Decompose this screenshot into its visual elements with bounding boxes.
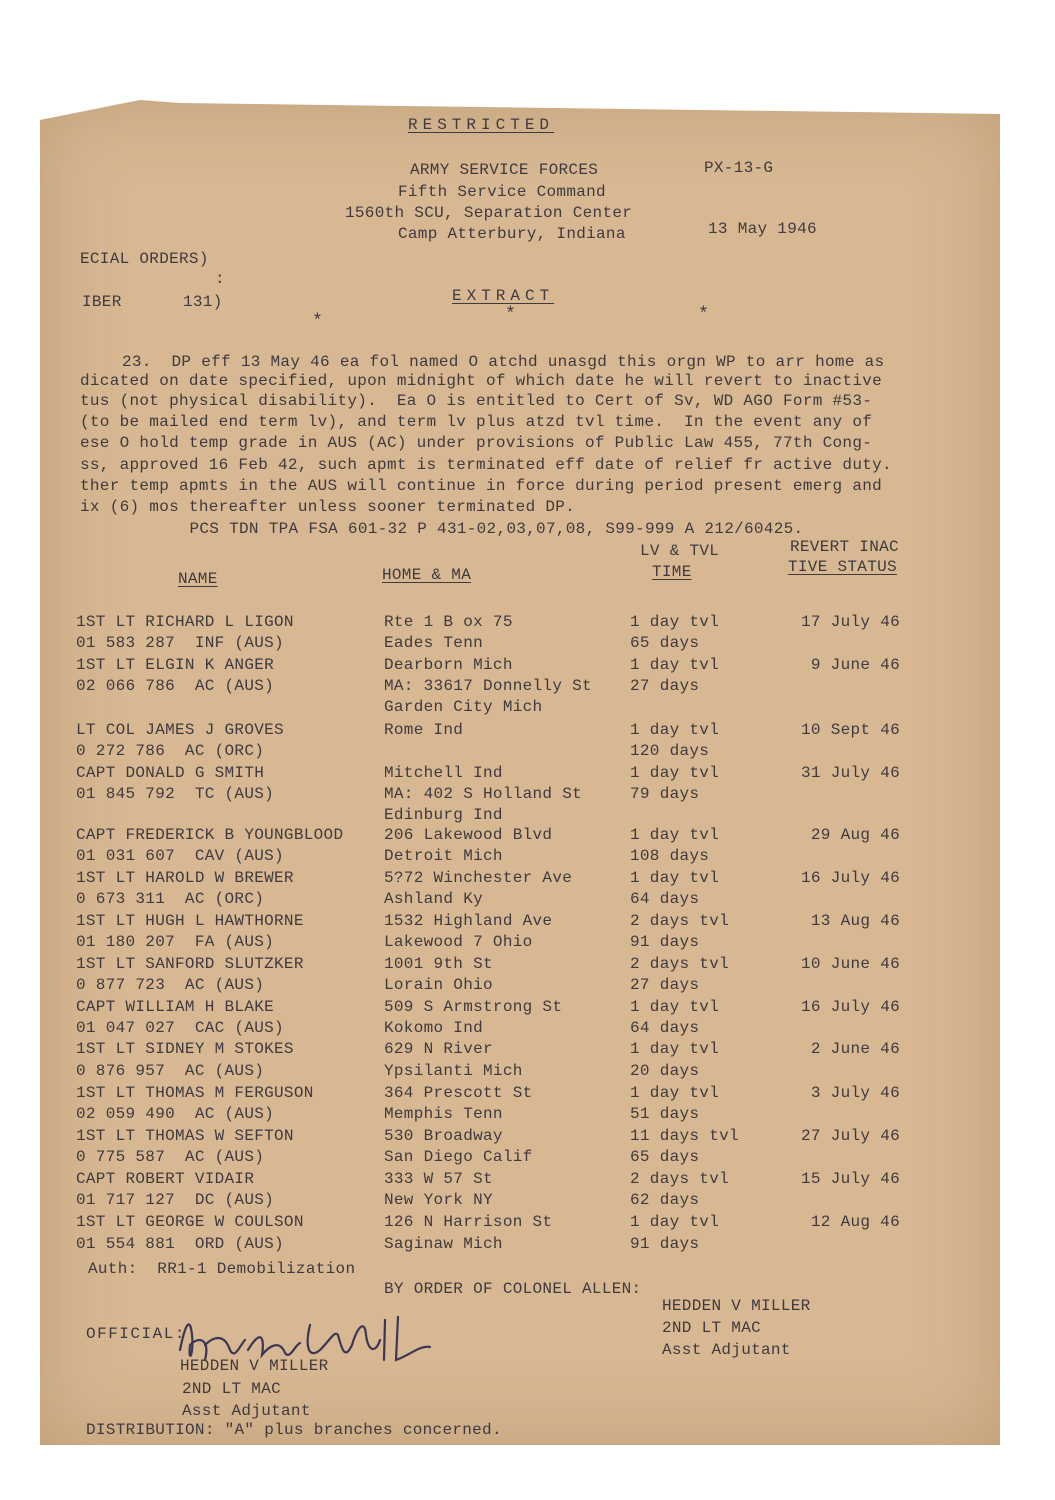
officer-name-cell: 0 775 587 AC (AUS) — [76, 1148, 265, 1166]
column-header-name: NAME — [178, 570, 218, 588]
officer-name-cell: 1ST LT GEORGE W COULSON — [76, 1213, 304, 1231]
leave-travel-cell: 1 day tvl — [630, 1040, 720, 1058]
home-address-cell: Garden City Mich — [384, 698, 543, 716]
officer-name-cell: CAPT FREDERICK B YOUNGBLOOD — [76, 826, 344, 844]
officer-name-cell: 02 066 786 AC (AUS) — [76, 677, 275, 695]
leave-travel-cell: 1 day tvl — [630, 998, 720, 1016]
leave-travel-cell: 1 day tvl — [630, 764, 720, 782]
officer-name-cell: 1ST LT THOMAS W SEFTON — [76, 1127, 294, 1145]
revert-date-cell: 13 Aug 46 — [810, 912, 900, 930]
revert-date-cell: 29 Aug 46 — [810, 826, 900, 844]
officer-name-cell: 01 031 607 CAV (AUS) — [76, 847, 284, 865]
officer-name-cell: 02 059 490 AC (AUS) — [76, 1105, 275, 1123]
home-address-cell: San Diego Calif — [384, 1148, 533, 1166]
home-address-cell: Rome Ind — [384, 721, 464, 739]
officer-name-cell: LT COL JAMES J GROVES — [76, 721, 284, 739]
column-header-revert-line2: TIVE STATUS — [788, 558, 897, 576]
home-address-cell: Rte 1 B ox 75 — [384, 613, 513, 631]
org-line-2: Fifth Service Command — [398, 183, 606, 201]
authority-line: Auth: RR1-1 Demobilization — [88, 1260, 356, 1278]
classification-heading: RESTRICTED — [408, 116, 555, 134]
home-address-cell: New York NY — [384, 1191, 493, 1209]
home-address-cell: 206 Lakewood Blvd — [384, 826, 553, 844]
leave-travel-cell: 65 days — [630, 1148, 700, 1166]
officer-name-cell: 0 272 786 AC (ORC) — [76, 742, 265, 760]
revert-date-cell: 16 July 46 — [800, 869, 900, 887]
revert-date-cell: 10 June 46 — [800, 955, 900, 973]
separator-star: * — [698, 305, 709, 325]
leave-travel-cell: 64 days — [630, 890, 700, 908]
leave-travel-cell: 91 days — [630, 1235, 700, 1253]
officer-name-cell: 0 673 311 AC (ORC) — [76, 890, 265, 908]
officer-name-cell: CAPT DONALD G SMITH — [76, 764, 265, 782]
orders-number: 131) — [183, 293, 223, 311]
paragraph-line: PCS TDN TPA FSA 601-32 P 431-02,03,07,08, S99-999 A 212/60425. — [140, 520, 804, 538]
org-line-4: Camp Atterbury, Indiana — [398, 225, 626, 243]
order-date: 13 May 1946 — [708, 220, 817, 238]
extract-heading: EXTRACT — [452, 287, 555, 305]
home-address-cell: Saginaw Mich — [384, 1235, 503, 1253]
paragraph-line: 23. DP eff 13 May 46 ea fol named O atchd unasgd this orgn WP to arr home as — [122, 353, 885, 371]
officer-name-cell: 1ST LT HAROLD W BREWER — [76, 869, 294, 887]
officer-name-cell: 1ST LT RICHARD L LIGON — [76, 613, 294, 631]
orders-number-label: IBER — [82, 293, 122, 311]
revert-date-cell: 15 July 46 — [800, 1170, 900, 1188]
signer-name-right: HEDDEN V MILLER — [662, 1297, 811, 1315]
home-address-cell: MA: 33617 Donnelly St — [384, 677, 592, 695]
leave-travel-cell: 1 day tvl — [630, 613, 720, 631]
leave-travel-cell: 2 days tvl — [630, 1170, 730, 1188]
orders-label: ECIAL ORDERS) — [80, 250, 209, 268]
officer-name-cell: CAPT WILLIAM H BLAKE — [76, 998, 275, 1016]
officer-name-cell: 1ST LT HUGH L HAWTHORNE — [76, 912, 304, 930]
revert-date-cell: 31 July 46 — [800, 764, 900, 782]
officer-name-cell: 0 877 723 AC (AUS) — [76, 976, 265, 994]
leave-travel-cell: 1 day tvl — [630, 826, 720, 844]
revert-date-cell: 27 July 46 — [800, 1127, 900, 1145]
org-line-1: ARMY SERVICE FORCES — [410, 161, 599, 179]
by-order-line: BY ORDER OF COLONEL ALLEN: — [384, 1280, 642, 1298]
revert-date-cell: 2 June 46 — [810, 1040, 900, 1058]
paragraph-line: ese O hold temp grade in AUS (AC) under provisions of Public Law 455, 77th Cong- — [80, 434, 873, 452]
leave-travel-cell: 1 day tvl — [630, 1213, 720, 1231]
paragraph-line: ther temp apmts in the AUS will continue in force during period present emerg and — [80, 477, 883, 495]
signer-title-left: Asst Adjutant — [182, 1402, 311, 1420]
separator-star: * — [312, 312, 323, 332]
signature-text: Hedden V Miller — [170, 1305, 180, 1306]
paragraph-line: ix (6) mos thereafter unless sooner terminated DP. — [80, 498, 576, 516]
revert-date-cell: 16 July 46 — [800, 998, 900, 1016]
leave-travel-cell: 65 days — [630, 634, 700, 652]
home-address-cell: 629 N River — [384, 1040, 493, 1058]
leave-travel-cell: 1 day tvl — [630, 656, 720, 674]
home-address-cell: 1001 9th St — [384, 955, 493, 973]
paragraph-line: dicated on date specified, upon midnight of which date he will revert to inactive — [80, 372, 883, 390]
leave-travel-cell: 27 days — [630, 976, 700, 994]
officer-name-cell: 01 583 287 INF (AUS) — [76, 634, 284, 652]
leave-travel-cell: 79 days — [630, 785, 700, 803]
home-address-cell: Eades Tenn — [384, 634, 484, 652]
revert-date-cell: 3 July 46 — [810, 1084, 900, 1102]
signer-name-left: HEDDEN V MILLER — [180, 1357, 329, 1375]
signer-title-right: Asst Adjutant — [662, 1341, 791, 1359]
home-address-cell: Mitchell Ind — [384, 764, 503, 782]
leave-travel-cell: 108 days — [630, 847, 710, 865]
column-header-revert-line1: REVERT INAC — [790, 538, 899, 556]
officer-name-cell: 01 717 127 DC (AUS) — [76, 1191, 275, 1209]
paragraph-line: ss, approved 16 Feb 42, such apmt is terminated eff date of relief fr active duty. — [80, 456, 892, 474]
home-address-cell: 1532 Highland Ave — [384, 912, 553, 930]
officer-name-cell: 1ST LT SIDNEY M STOKES — [76, 1040, 294, 1058]
separator-star: * — [505, 305, 516, 325]
file-code: PX-13-G — [704, 159, 774, 177]
leave-travel-cell: 1 day tvl — [630, 721, 720, 739]
revert-date-cell: 9 June 46 — [810, 656, 900, 674]
org-line-3: 1560th SCU, Separation Center — [345, 204, 633, 222]
signer-rank-left: 2ND LT MAC — [182, 1380, 282, 1398]
home-address-cell: 126 N Harrison St — [384, 1213, 553, 1231]
column-header-lv-line1: LV & TVL — [640, 542, 720, 560]
home-address-cell: Kokomo Ind — [384, 1019, 484, 1037]
officer-name-cell: 01 845 792 TC (AUS) — [76, 785, 275, 803]
officer-name-cell: CAPT ROBERT VIDAIR — [76, 1170, 255, 1188]
leave-travel-cell: 51 days — [630, 1105, 700, 1123]
home-address-cell: Detroit Mich — [384, 847, 503, 865]
leave-travel-cell: 1 day tvl — [630, 869, 720, 887]
home-address-cell: 364 Prescott St — [384, 1084, 533, 1102]
orders-colon: : — [215, 270, 225, 288]
leave-travel-cell: 62 days — [630, 1191, 700, 1209]
home-address-cell: 333 W 57 St — [384, 1170, 493, 1188]
distribution-line: DISTRIBUTION: "A" plus branches concerned. — [86, 1421, 502, 1439]
leave-travel-cell: 64 days — [630, 1019, 700, 1037]
signer-rank-right: 2ND LT MAC — [662, 1319, 762, 1337]
home-address-cell: Edinburg Ind — [384, 806, 503, 824]
officer-name-cell: 1ST LT THOMAS M FERGUSON — [76, 1084, 314, 1102]
leave-travel-cell: 1 day tvl — [630, 1084, 720, 1102]
officer-name-cell: 01 554 881 ORD (AUS) — [76, 1235, 284, 1253]
home-address-cell: 509 S Armstrong St — [384, 998, 563, 1016]
revert-date-cell: 10 Sept 46 — [800, 721, 900, 739]
officer-name-cell: 01 047 027 CAC (AUS) — [76, 1019, 284, 1037]
revert-date-cell: 17 July 46 — [800, 613, 900, 631]
home-address-cell: Dearborn Mich — [384, 656, 513, 674]
column-header-home: HOME & MA — [382, 566, 472, 584]
home-address-cell: Memphis Tenn — [384, 1105, 503, 1123]
leave-travel-cell: 120 days — [630, 742, 710, 760]
home-address-cell: 5?72 Winchester Ave — [384, 869, 573, 887]
official-label: OFFICIAL: — [86, 1325, 186, 1343]
revert-date-cell: 12 Aug 46 — [810, 1213, 900, 1231]
paragraph-line: tus (not physical disability). Ea O is entitled to Cert of Sv, WD AGO Form #53- — [80, 392, 873, 410]
column-header-lv-line2: TIME — [652, 563, 692, 581]
home-address-cell: Lakewood 7 Ohio — [384, 933, 533, 951]
home-address-cell: Ashland Ky — [384, 890, 484, 908]
officer-name-cell: 1ST LT SANFORD SLUTZKER — [76, 955, 304, 973]
home-address-cell: Ypsilanti Mich — [384, 1062, 523, 1080]
paragraph-line: (to be mailed end term lv), and term lv plus atzd tvl time. In the event any of — [80, 413, 873, 431]
home-address-cell: 530 Broadway — [384, 1127, 503, 1145]
leave-travel-cell: 2 days tvl — [630, 912, 730, 930]
officer-name-cell: 1ST LT ELGIN K ANGER — [76, 656, 275, 674]
leave-travel-cell: 11 days tvl — [630, 1127, 739, 1145]
officer-name-cell: 01 180 207 FA (AUS) — [76, 933, 275, 951]
home-address-cell: MA: 402 S Holland St — [384, 785, 583, 803]
leave-travel-cell: 91 days — [630, 933, 700, 951]
leave-travel-cell: 20 days — [630, 1062, 700, 1080]
leave-travel-cell: 27 days — [630, 677, 700, 695]
officer-name-cell: 0 876 957 AC (AUS) — [76, 1062, 265, 1080]
home-address-cell: Lorain Ohio — [384, 976, 493, 994]
leave-travel-cell: 2 days tvl — [630, 955, 730, 973]
